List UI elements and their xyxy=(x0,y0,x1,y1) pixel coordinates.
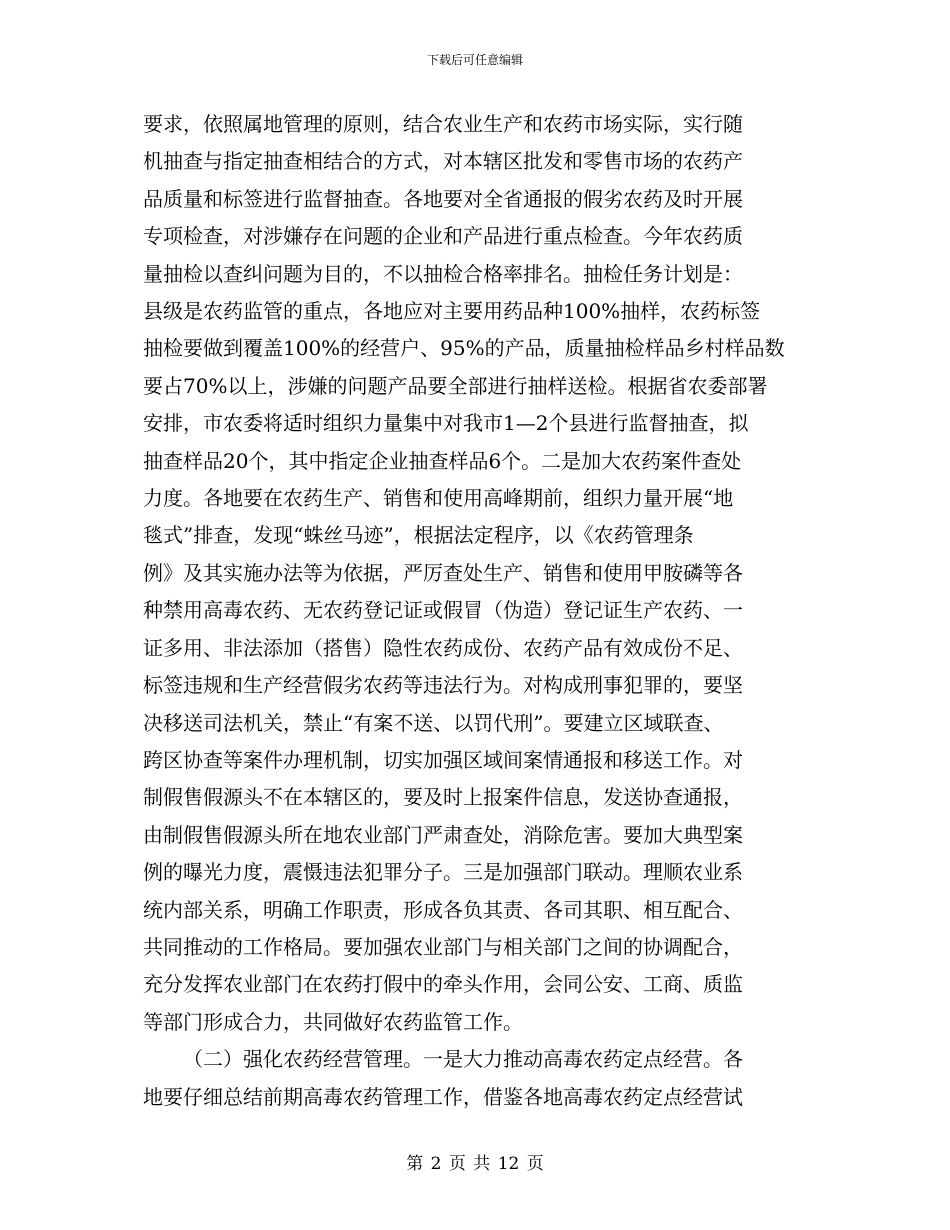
text-line: 要求，依照属地管理的原则，结合农业生产和农药市场实际，实行随 xyxy=(143,112,743,136)
text-line: 县级是农药监管的重点，各地应对主要用药品种100%抽样，农药标签 xyxy=(143,299,761,324)
text-line: 毯式”排查，发现“蛛丝马迹”，根据法定程序，以《农药管理条 xyxy=(143,523,694,548)
paragraph-1 xyxy=(143,106,809,1041)
document-body xyxy=(143,106,809,1116)
text-line: 抽检要做到覆盖100%的经营户、95%的产品，质量抽检样品乡村样品数 xyxy=(143,336,785,361)
text-line: 由制假售假源头所在地农业部门严肃查处，消除危害。要加大典型案 xyxy=(143,822,743,847)
text-line: 标签违规和生产经营假劣农药等违法行为。对构成刑事犯罪的，要坚 xyxy=(143,673,743,698)
text-line: 制假售假源头不在本辖区的，要及时上报案件信息，发送协查通报， xyxy=(143,785,743,810)
text-line: 机抽查与指定抽查相结合的方式，对本辖区批发和零售市场的农药产 xyxy=(143,149,743,174)
text-line: 证多用、非法添加（搭售）隐性农药成份、农药产品有效成份不足、 xyxy=(143,635,743,660)
paragraph-2 xyxy=(143,1041,809,1116)
text-line: 种禁用高毒农药、无农药登记证或假冒（伪造）登记证生产农药、一 xyxy=(143,598,743,623)
text-line: 充分发挥农业部门在农药打假中的牵头作用，会同公安、工商、质监 xyxy=(143,972,743,997)
text-line: （二）强化农药经营管理。一是大力推动高毒农药定点经营。各 xyxy=(183,1047,743,1072)
text-line: 统内部关系，明确工作职责，形成各负其责、各司其职、相互配合、 xyxy=(143,897,743,922)
text-line: 量抽检以查纠问题为目的，不以抽检合格率排名。抽检任务计划是： xyxy=(143,261,743,286)
text-line: 跨区协查等案件办理机制，切实加强区域间案情通报和移送工作。对 xyxy=(143,747,743,772)
text-line: 专项检查，对涉嫌存在问题的企业和产品进行重点检查。今年农药质 xyxy=(143,224,743,249)
text-line: 抽查样品20个，其中指定企业抽查样品6个。二是加大农药案件查处 xyxy=(143,448,742,473)
text-line: 等部门形成合力，共同做好农药监管工作。 xyxy=(143,1009,523,1034)
text-line: 要占70%以上，涉嫌的问题产品要全部进行抽样送检。根据省农委部署 xyxy=(143,373,768,398)
text-line: 决移送司法机关，禁止“有案不送、以罚代刑”。要建立区域联查、 xyxy=(143,710,724,735)
text-line: 例》及其实施办法等为依据，严厉查处生产、销售和使用甲胺磷等各 xyxy=(143,560,743,585)
text-line: 安排，市农委将适时组织力量集中对我市1—2个县进行监督抽查，拟 xyxy=(143,411,749,436)
page-number: 第 2 页 共 12 页 xyxy=(406,1154,544,1174)
text-line: 例的曝光力度，震慑违法犯罪分子。三是加强部门联动。理顺农业系 xyxy=(143,860,743,885)
text-line: 共同推动的工作格局。要加强农业部门与相关部门之间的协调配合， xyxy=(143,934,743,959)
page-header: 下载后可任意编辑 xyxy=(426,53,523,67)
text-line: 品质量和标签进行监督抽查。各地要对全省通报的假劣农药及时开展 xyxy=(143,186,743,211)
text-line: 地要仔细总结前期高毒农药管理工作，借鉴各地高毒农药定点经营试 xyxy=(143,1084,743,1109)
text-line: 力度。各地要在农药生产、销售和使用高峰期前，组织力量开展“地 xyxy=(143,486,734,511)
